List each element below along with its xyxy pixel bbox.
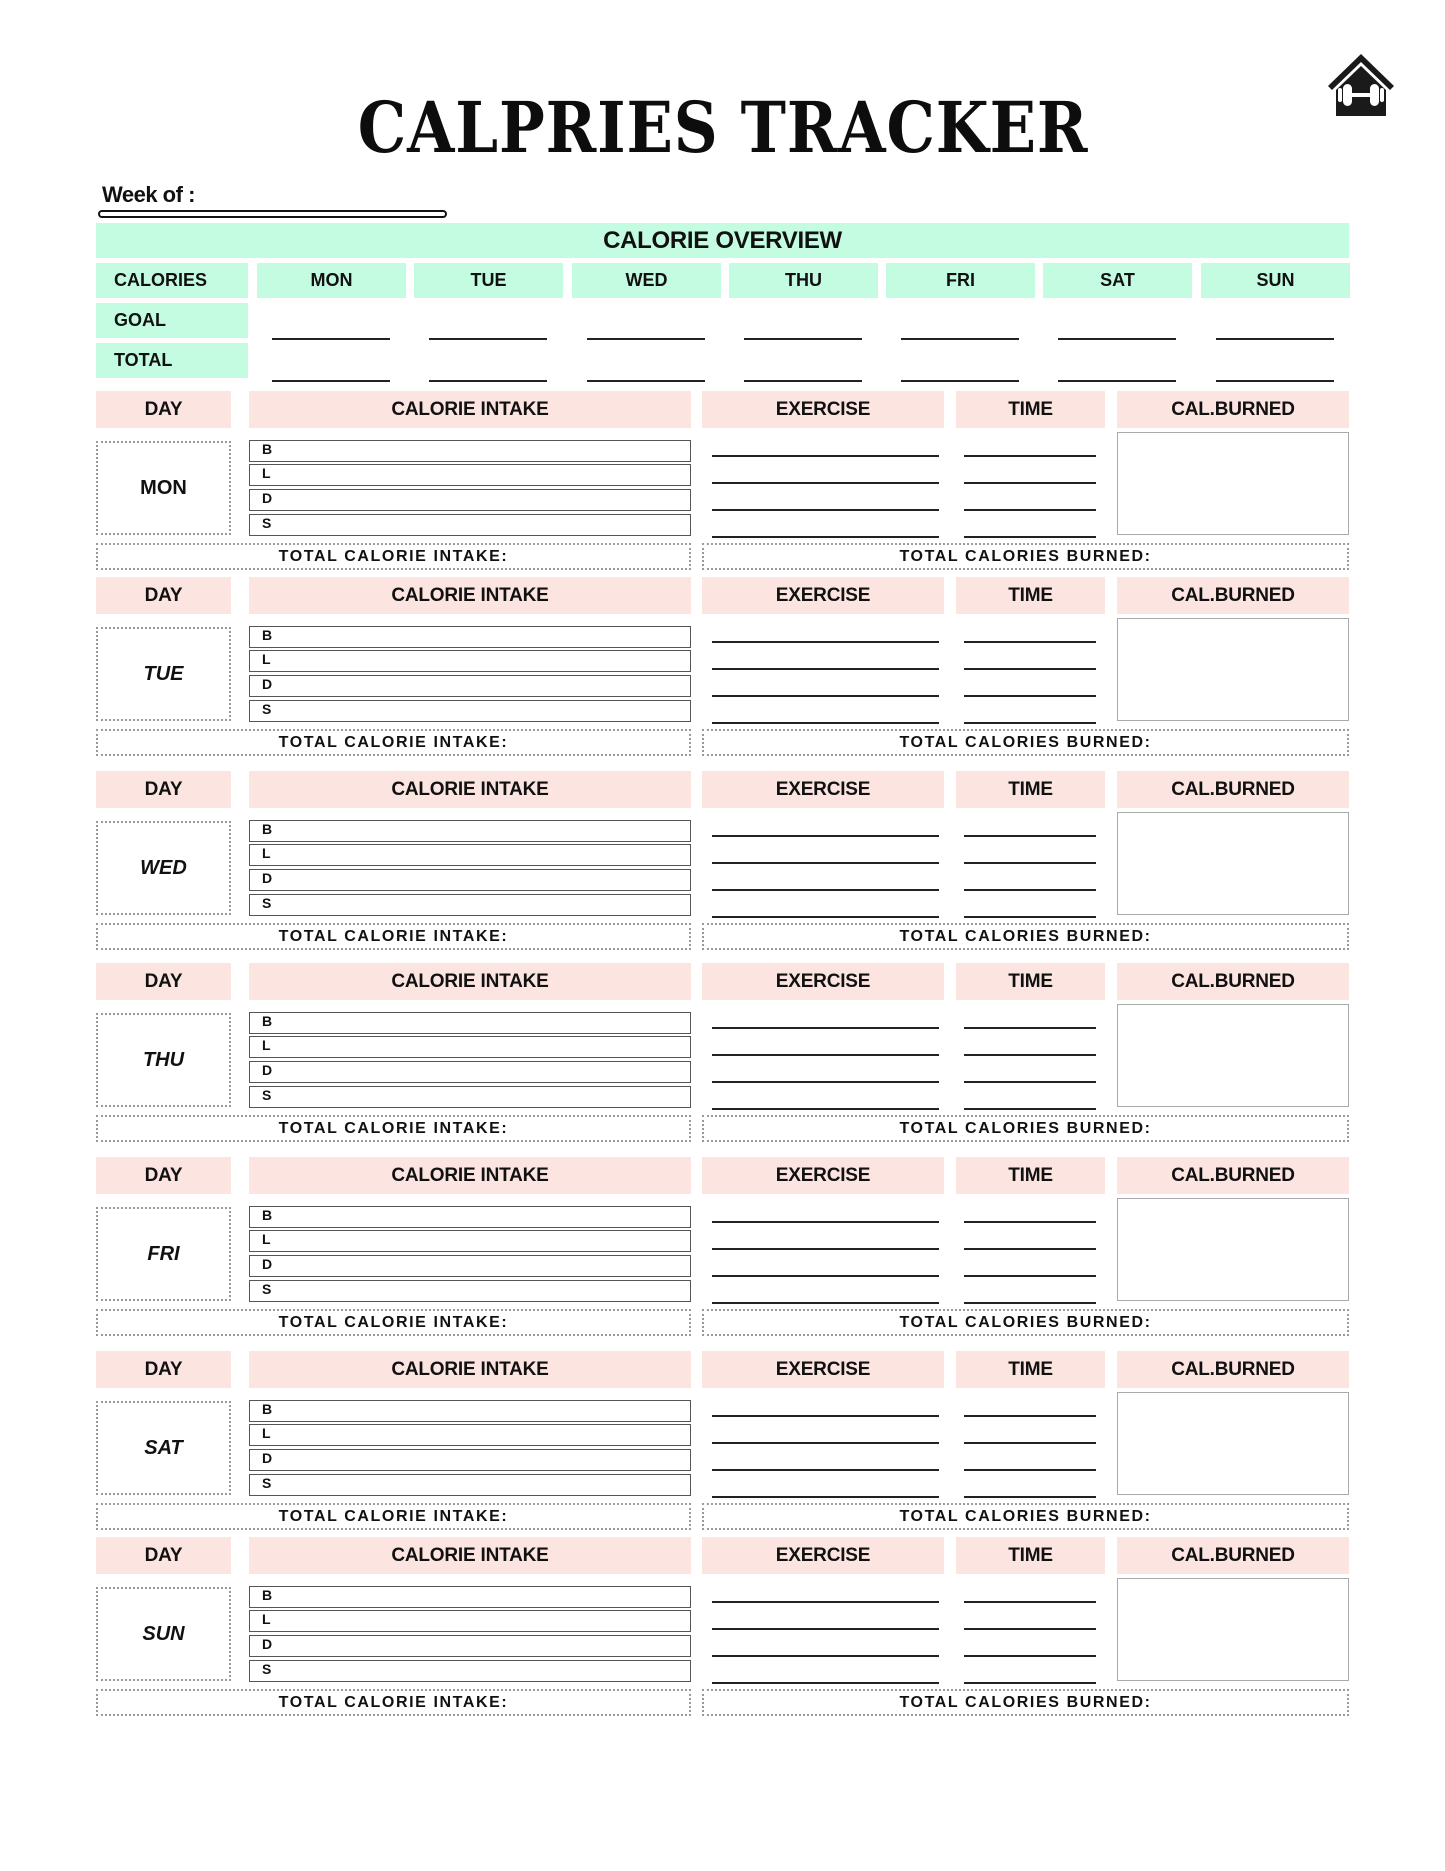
cal-burned-header: CAL.BURNED	[1117, 577, 1349, 614]
cal-burned-header: CAL.BURNED	[1117, 1351, 1349, 1388]
exercise-input-line[interactable]	[712, 1248, 939, 1250]
time-header: TIME	[956, 1537, 1105, 1574]
day-name-label: MON	[96, 441, 231, 535]
time-header: TIME	[956, 771, 1105, 808]
time-input-line[interactable]	[964, 1248, 1096, 1250]
meal-input-b[interactable]: B	[249, 1012, 691, 1034]
overview-total-label: TOTAL	[96, 343, 248, 378]
total-calorie-intake[interactable]: TOTAL CALORIE INTAKE:	[96, 1309, 691, 1336]
total-calories-burned[interactable]: TOTAL CALORIES BURNED:	[702, 923, 1349, 950]
time-input-line[interactable]	[964, 1302, 1096, 1304]
time-input-line[interactable]	[964, 641, 1096, 643]
time-input-line[interactable]	[964, 695, 1096, 697]
overview-goal-label: GOAL	[96, 303, 248, 338]
time-header: TIME	[956, 1351, 1105, 1388]
time-input-line[interactable]	[964, 1415, 1096, 1417]
calorie-intake-header: CALORIE INTAKE	[249, 963, 691, 1000]
day-header: DAY	[96, 1537, 231, 1574]
time-input-line[interactable]	[964, 455, 1096, 457]
exercise-input-line[interactable]	[712, 668, 939, 670]
total-input-line[interactable]	[1058, 380, 1176, 382]
cal-burned-header: CAL.BURNED	[1117, 1157, 1349, 1194]
total-input-line[interactable]	[272, 380, 390, 382]
time-input-line[interactable]	[964, 1655, 1096, 1657]
exercise-input-line[interactable]	[712, 862, 939, 864]
cal-burned-header: CAL.BURNED	[1117, 963, 1349, 1000]
exercise-input-line[interactable]	[712, 509, 939, 511]
calorie-intake-header: CALORIE INTAKE	[249, 577, 691, 614]
exercise-header: EXERCISE	[702, 577, 944, 614]
exercise-input-line[interactable]	[712, 1302, 939, 1304]
time-input-line[interactable]	[964, 889, 1096, 891]
exercise-input-line[interactable]	[712, 1081, 939, 1083]
calorie-overview-title: CALORIE OVERVIEW	[96, 223, 1349, 258]
meal-input-b[interactable]: B	[249, 1586, 691, 1608]
time-header: TIME	[956, 963, 1105, 1000]
week-of-input[interactable]	[98, 210, 447, 218]
exercise-header: EXERCISE	[702, 1537, 944, 1574]
day-header: DAY	[96, 771, 231, 808]
meal-input-b[interactable]: B	[249, 1206, 691, 1228]
time-input-line[interactable]	[964, 1275, 1096, 1277]
meal-input-s[interactable]: S	[249, 1660, 691, 1682]
meal-input-l[interactable]: L	[249, 844, 691, 866]
total-input-line[interactable]	[429, 380, 547, 382]
meal-input-d[interactable]: D	[249, 489, 691, 511]
time-input-line[interactable]	[964, 1027, 1096, 1029]
overview-day-header: THU	[729, 263, 878, 298]
overview-day-header: SUN	[1201, 263, 1350, 298]
time-input-line[interactable]	[964, 1108, 1096, 1110]
exercise-input-line[interactable]	[712, 1054, 939, 1056]
goal-input-line[interactable]	[901, 338, 1019, 340]
exercise-input-line[interactable]	[712, 1221, 939, 1223]
exercise-input-line[interactable]	[712, 1496, 939, 1498]
total-calorie-intake[interactable]: TOTAL CALORIE INTAKE:	[96, 543, 691, 570]
time-header: TIME	[956, 577, 1105, 614]
overview-day-header: WED	[572, 263, 721, 298]
day-header: DAY	[96, 391, 231, 428]
meal-input-l[interactable]: L	[249, 1610, 691, 1632]
exercise-input-line[interactable]	[712, 1628, 939, 1630]
time-input-line[interactable]	[964, 835, 1096, 837]
meal-input-b[interactable]: B	[249, 820, 691, 842]
exercise-input-line[interactable]	[712, 722, 939, 724]
overview-day-header: TUE	[414, 263, 563, 298]
meal-input-b[interactable]: B	[249, 1400, 691, 1422]
cal-burned-input[interactable]	[1117, 1198, 1349, 1301]
total-input-line[interactable]	[744, 380, 862, 382]
goal-input-line[interactable]	[1058, 338, 1176, 340]
meal-input-d[interactable]: D	[249, 1635, 691, 1657]
time-input-line[interactable]	[964, 482, 1096, 484]
calorie-intake-header: CALORIE INTAKE	[249, 1157, 691, 1194]
meal-input-d[interactable]: D	[249, 675, 691, 697]
meal-input-l[interactable]: L	[249, 650, 691, 672]
cal-burned-header: CAL.BURNED	[1117, 1537, 1349, 1574]
meal-input-s[interactable]: S	[249, 1474, 691, 1496]
calorie-intake-header: CALORIE INTAKE	[249, 1351, 691, 1388]
exercise-input-line[interactable]	[712, 1027, 939, 1029]
time-input-line[interactable]	[964, 916, 1096, 918]
day-name-label: TUE	[96, 627, 231, 721]
time-input-line[interactable]	[964, 862, 1096, 864]
meal-input-b[interactable]: B	[249, 626, 691, 648]
exercise-header: EXERCISE	[702, 963, 944, 1000]
calorie-intake-header: CALORIE INTAKE	[249, 391, 691, 428]
cal-burned-input[interactable]	[1117, 812, 1349, 915]
total-calories-burned[interactable]: TOTAL CALORIES BURNED:	[702, 1309, 1349, 1336]
overview-day-header: SAT	[1043, 263, 1192, 298]
exercise-input-line[interactable]	[712, 1442, 939, 1444]
exercise-header: EXERCISE	[702, 771, 944, 808]
exercise-header: EXERCISE	[702, 1351, 944, 1388]
logo-graphic	[1326, 52, 1396, 118]
exercise-input-line[interactable]	[712, 1469, 939, 1471]
exercise-input-line[interactable]	[712, 1108, 939, 1110]
week-of-label: Week of :	[102, 182, 195, 207]
time-input-line[interactable]	[964, 536, 1096, 538]
time-header: TIME	[956, 391, 1105, 428]
exercise-input-line[interactable]	[712, 1682, 939, 1684]
day-name-label: SUN	[96, 1587, 231, 1681]
meal-input-l[interactable]: L	[249, 1036, 691, 1058]
day-name-label: FRI	[96, 1207, 231, 1301]
exercise-input-line[interactable]	[712, 835, 939, 837]
calorie-intake-header: CALORIE INTAKE	[249, 1537, 691, 1574]
cal-burned-header: CAL.BURNED	[1117, 771, 1349, 808]
goal-input-line[interactable]	[429, 338, 547, 340]
time-input-line[interactable]	[964, 1601, 1096, 1603]
exercise-header: EXERCISE	[702, 1157, 944, 1194]
exercise-input-line[interactable]	[712, 695, 939, 697]
cal-burned-input[interactable]	[1117, 1004, 1349, 1107]
total-calories-burned[interactable]: TOTAL CALORIES BURNED:	[702, 1503, 1349, 1530]
overview-corner-label: CALORIES	[96, 263, 248, 298]
meal-input-s[interactable]: S	[249, 1280, 691, 1302]
meal-input-s[interactable]: S	[249, 1086, 691, 1108]
cal-burned-header: CAL.BURNED	[1117, 391, 1349, 428]
day-name-label: SAT	[96, 1401, 231, 1495]
meal-input-l[interactable]: L	[249, 1424, 691, 1446]
time-input-line[interactable]	[964, 668, 1096, 670]
meal-input-b[interactable]: B	[249, 440, 691, 462]
meal-input-d[interactable]: D	[249, 1449, 691, 1471]
exercise-input-line[interactable]	[712, 1655, 939, 1657]
time-input-line[interactable]	[964, 1496, 1096, 1498]
goal-input-line[interactable]	[1216, 338, 1334, 340]
time-input-line[interactable]	[964, 1628, 1096, 1630]
day-name-label: WED	[96, 821, 231, 915]
calorie-intake-header: CALORIE INTAKE	[249, 771, 691, 808]
total-calories-burned[interactable]: TOTAL CALORIES BURNED:	[702, 1115, 1349, 1142]
exercise-input-line[interactable]	[712, 641, 939, 643]
time-input-line[interactable]	[964, 1442, 1096, 1444]
total-calorie-intake[interactable]: TOTAL CALORIE INTAKE:	[96, 1503, 691, 1530]
time-header: TIME	[956, 1157, 1105, 1194]
total-input-line[interactable]	[587, 380, 705, 382]
meal-input-l[interactable]: L	[249, 464, 691, 486]
time-input-line[interactable]	[964, 722, 1096, 724]
meal-input-d[interactable]: D	[249, 869, 691, 891]
total-calories-burned[interactable]: TOTAL CALORIES BURNED:	[702, 543, 1349, 570]
meal-input-s[interactable]: S	[249, 514, 691, 536]
total-input-line[interactable]	[901, 380, 1019, 382]
time-input-line[interactable]	[964, 1682, 1096, 1684]
day-header: DAY	[96, 1351, 231, 1388]
day-header: DAY	[96, 963, 231, 1000]
exercise-input-line[interactable]	[712, 455, 939, 457]
meal-input-l[interactable]: L	[249, 1230, 691, 1252]
total-calories-burned[interactable]: TOTAL CALORIES BURNED:	[702, 1689, 1349, 1716]
day-header: DAY	[96, 577, 231, 614]
exercise-input-line[interactable]	[712, 916, 939, 918]
day-header: DAY	[96, 1157, 231, 1194]
total-calorie-intake[interactable]: TOTAL CALORIE INTAKE:	[96, 1689, 691, 1716]
time-input-line[interactable]	[964, 1081, 1096, 1083]
meal-input-d[interactable]: D	[249, 1061, 691, 1083]
exercise-input-line[interactable]	[712, 889, 939, 891]
exercise-input-line[interactable]	[712, 1601, 939, 1603]
time-input-line[interactable]	[964, 509, 1096, 511]
goal-input-line[interactable]	[587, 338, 705, 340]
meal-input-s[interactable]: S	[249, 700, 691, 722]
overview-day-header: MON	[257, 263, 406, 298]
home-gym-dumbbell-icon	[1326, 52, 1396, 118]
overview-day-header: FRI	[886, 263, 1035, 298]
goal-input-line[interactable]	[744, 338, 862, 340]
meal-input-d[interactable]: D	[249, 1255, 691, 1277]
exercise-input-line[interactable]	[712, 1275, 939, 1277]
page-title: CALPRIES TRACKER	[357, 86, 1089, 169]
exercise-header: EXERCISE	[702, 391, 944, 428]
goal-input-line[interactable]	[272, 338, 390, 340]
exercise-input-line[interactable]	[712, 1415, 939, 1417]
total-input-line[interactable]	[1216, 380, 1334, 382]
total-calorie-intake[interactable]: TOTAL CALORIE INTAKE:	[96, 729, 691, 756]
cal-burned-input[interactable]	[1117, 432, 1349, 535]
cal-burned-input[interactable]	[1117, 618, 1349, 721]
time-input-line[interactable]	[964, 1221, 1096, 1223]
cal-burned-input[interactable]	[1117, 1578, 1349, 1681]
meal-input-s[interactable]: S	[249, 894, 691, 916]
time-input-line[interactable]	[964, 1469, 1096, 1471]
total-calorie-intake[interactable]: TOTAL CALORIE INTAKE:	[96, 923, 691, 950]
cal-burned-input[interactable]	[1117, 1392, 1349, 1495]
exercise-input-line[interactable]	[712, 482, 939, 484]
exercise-input-line[interactable]	[712, 536, 939, 538]
time-input-line[interactable]	[964, 1054, 1096, 1056]
total-calories-burned[interactable]: TOTAL CALORIES BURNED:	[702, 729, 1349, 756]
total-calorie-intake[interactable]: TOTAL CALORIE INTAKE:	[96, 1115, 691, 1142]
day-name-label: THU	[96, 1013, 231, 1107]
